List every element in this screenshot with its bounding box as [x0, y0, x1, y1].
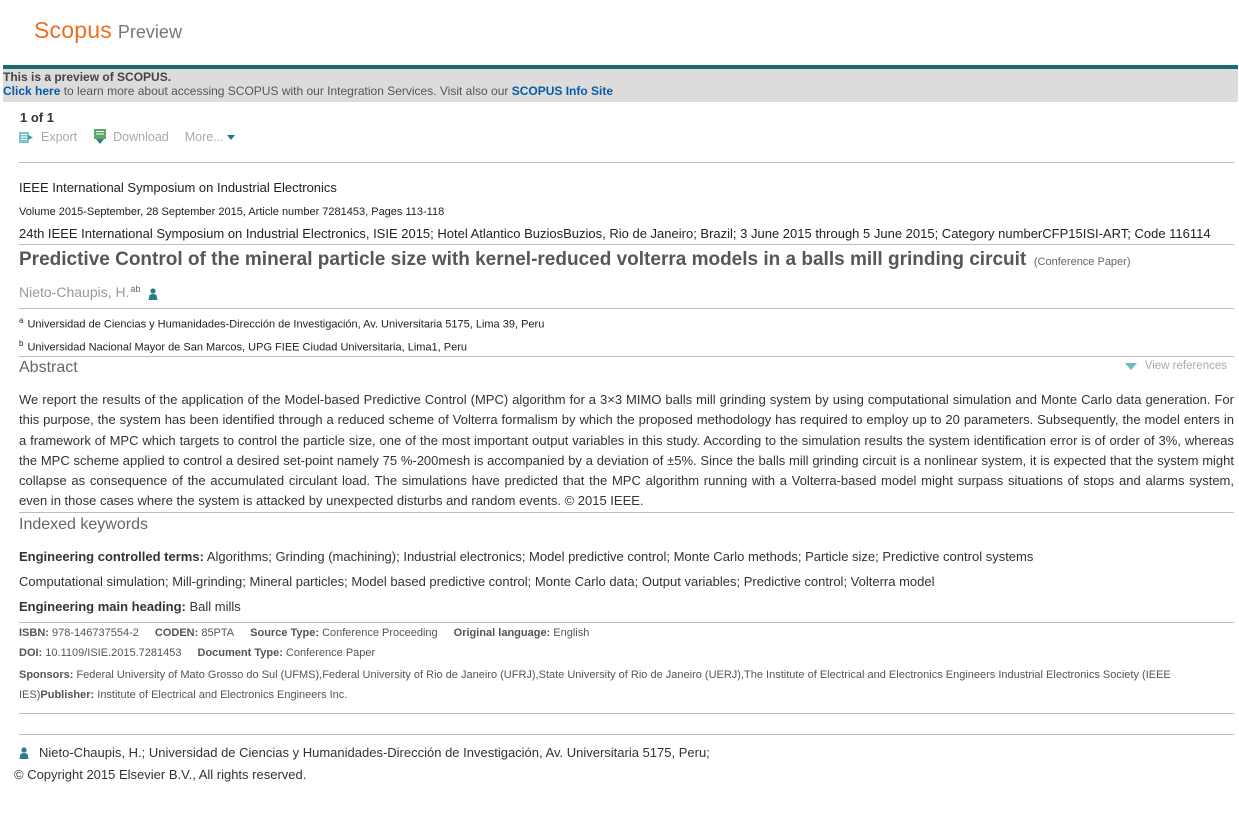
language-value: English	[550, 627, 590, 639]
sponsors-value: Federal University of Mato Grosso do Sul (UFMS),Federal University of Rio de Janeiro (UFRJ),State University of Rio de Janeiro (UERJ),The Institute of Electrical and Electronics Engineers Industrial Electronics Society (IEEE IES)	[19, 669, 1171, 701]
logo-sub-text: Preview	[117, 22, 182, 42]
publisher-value: Institute of Electrical and Electronics Engineers Inc.	[94, 689, 348, 701]
click-here-link[interactable]: Click here	[3, 84, 61, 98]
uncontrolled-terms: Computational simulation; Mill-grinding; Mineral particles; Model based predictive control; Monte Carlo data; Output variables; Predictive control; Volterra model	[19, 574, 935, 589]
source-type-label: Source Type:	[250, 627, 320, 639]
document-type: (Conference Paper)	[1033, 256, 1131, 268]
source-title[interactable]: IEEE International Symposium on Industrial Electronics	[19, 180, 337, 195]
view-references-link[interactable]	[1125, 360, 1227, 372]
copyright: © Copyright 2015 Elsevier B.V., All rights reserved.	[14, 767, 307, 782]
correspondence-address	[19, 745, 710, 760]
main-heading-value: Ball mills	[185, 599, 241, 614]
doi-value: 10.1109/ISIE.2015.7281453	[42, 647, 182, 659]
divider	[19, 622, 1234, 623]
affiliation-mark: a	[19, 316, 24, 325]
metadata-row-2	[19, 647, 375, 659]
divider	[19, 308, 1234, 309]
controlled-terms-label: Engineering controlled terms:	[19, 549, 204, 564]
doi-label: DOI:	[19, 647, 43, 659]
metadata-row-1	[19, 627, 589, 639]
abstract-heading: Abstract	[19, 359, 78, 376]
controlled-terms-values: Algorithms; Grinding (machining); Industrial electronics; Model predictive control; Monte Carlo methods; Particle size; Predictive control systems	[203, 549, 1034, 564]
divider	[19, 713, 1234, 714]
divider	[19, 162, 1234, 163]
document-title-row	[19, 249, 1131, 271]
banner-text: to learn more about accessing SCOPUS with our Integration Services. Visit also our	[60, 84, 512, 98]
conference-info: 24th IEEE International Symposium on Industrial Electronics, ISIE 2015; Hotel Atlantico BuziosBuzios, Rio de Janeiro; Brazil; 3 June 2015 through 5 June 2015; Category numberCFP15ISI-ART; Code 116114	[19, 226, 1211, 241]
download-label: Download	[113, 130, 169, 144]
info-site-link[interactable]: SCOPUS Info Site	[511, 84, 614, 98]
banner-line2	[3, 84, 1238, 98]
chevron-down-icon	[227, 135, 235, 140]
toolbar	[19, 129, 251, 145]
publisher-label: Publisher:	[40, 689, 95, 701]
main-heading-label: Engineering main heading:	[19, 599, 186, 614]
sponsors-label: Sponsors:	[19, 669, 74, 681]
volume-info: Volume 2015-September, 28 September 2015, Article number 7281453, Pages 113-118	[19, 206, 445, 218]
document-type-label: Document Type:	[197, 647, 283, 659]
scopus-logo[interactable]	[34, 17, 182, 47]
document-title: Predictive Control of the mineral particle size with kernel-reduced volterra models in a balls mill grinding circuit	[19, 249, 1027, 270]
author-list	[19, 284, 158, 300]
isbn-value: 978-146737554-2	[48, 627, 139, 639]
affiliation-text: Universidad de Ciencias y Humanidades-Dirección de Investigación, Av. Universitaria 5175, Lima 39, Peru	[27, 318, 545, 331]
export-icon	[19, 131, 35, 144]
result-count: 1 of 1	[20, 110, 54, 125]
sponsors-publisher	[19, 665, 1234, 705]
export-label: Export	[41, 130, 78, 144]
person-icon[interactable]	[148, 288, 158, 300]
author-affiliation-marks: ab	[130, 284, 141, 294]
language-label: Original language:	[453, 627, 551, 639]
main-heading	[19, 599, 241, 614]
abstract-text: We report the results of the application of the Model-based Predictive Control (MPC) algorithm for a 3×3 MIMO balls mill grinding system by using computational simulation and Monte Carlo data generation. For this purpose, the system has been identified through a reduced scheme of Volterra formalism by which the proposed methodology has required to employ up to 20 parameters. Subsequently, the model enters in a framework of MPC which targets to control the particle size, one of the most important output variables in this study. According to the simulation results the system identification error is of order of 3%, whereas the MPC scheme applied to control a desired set-point namely 75 %-200mesh is accompanied by a deviation of ±5%. Since the balls mill grinding circuit is a nonlinear system, it is expected that the system might collapse as consequence of the accumulated circulant load. The simulations have predicted that the MPC algorithm running with a Volterra-based model might surpass situations of stops and alarms system, even in those cases where the system is attacked by unexpected disturbs and random events. © 2015 IEEE.	[19, 392, 1234, 509]
controlled-terms	[19, 549, 1033, 564]
divider	[19, 244, 1234, 245]
divider	[19, 356, 1234, 357]
divider	[19, 512, 1234, 513]
logo-main-text: Scopus	[34, 17, 112, 43]
download-icon	[93, 129, 107, 145]
author-name[interactable]: Nieto-Chaupis, H.	[19, 284, 130, 300]
affiliation-a	[19, 316, 544, 331]
affiliation-mark: b	[19, 339, 24, 348]
triangle-down-icon	[1125, 363, 1137, 370]
affiliation-b	[19, 339, 467, 354]
affiliation-text: Universidad Nacional Mayor de San Marcos, UPG FIEE Ciudad Universitaria, Lima1, Peru	[27, 341, 468, 354]
keywords-heading: Indexed keywords	[19, 516, 148, 533]
person-icon	[19, 747, 29, 759]
more-menu[interactable]	[185, 130, 235, 144]
coden-label: CODEN:	[154, 627, 199, 639]
export-button[interactable]	[19, 130, 77, 144]
view-references-label: View references	[1144, 360, 1227, 372]
banner-title: This is a preview of SCOPUS.	[3, 70, 172, 84]
isbn-label: ISBN:	[19, 627, 49, 639]
download-button[interactable]	[93, 129, 169, 145]
source-type-value: Conference Proceeding	[319, 627, 438, 639]
document-type-value: Conference Paper	[282, 647, 376, 659]
more-label: More...	[184, 130, 224, 144]
correspondence-text: Nieto-Chaupis, H.; Universidad de Ciencias y Humanidades-Dirección de Investigación, Av. Universitaria 5175, Peru;	[39, 745, 710, 760]
preview-banner	[3, 65, 1238, 102]
divider	[19, 734, 1234, 735]
coden-value: 85PTA	[198, 627, 235, 639]
